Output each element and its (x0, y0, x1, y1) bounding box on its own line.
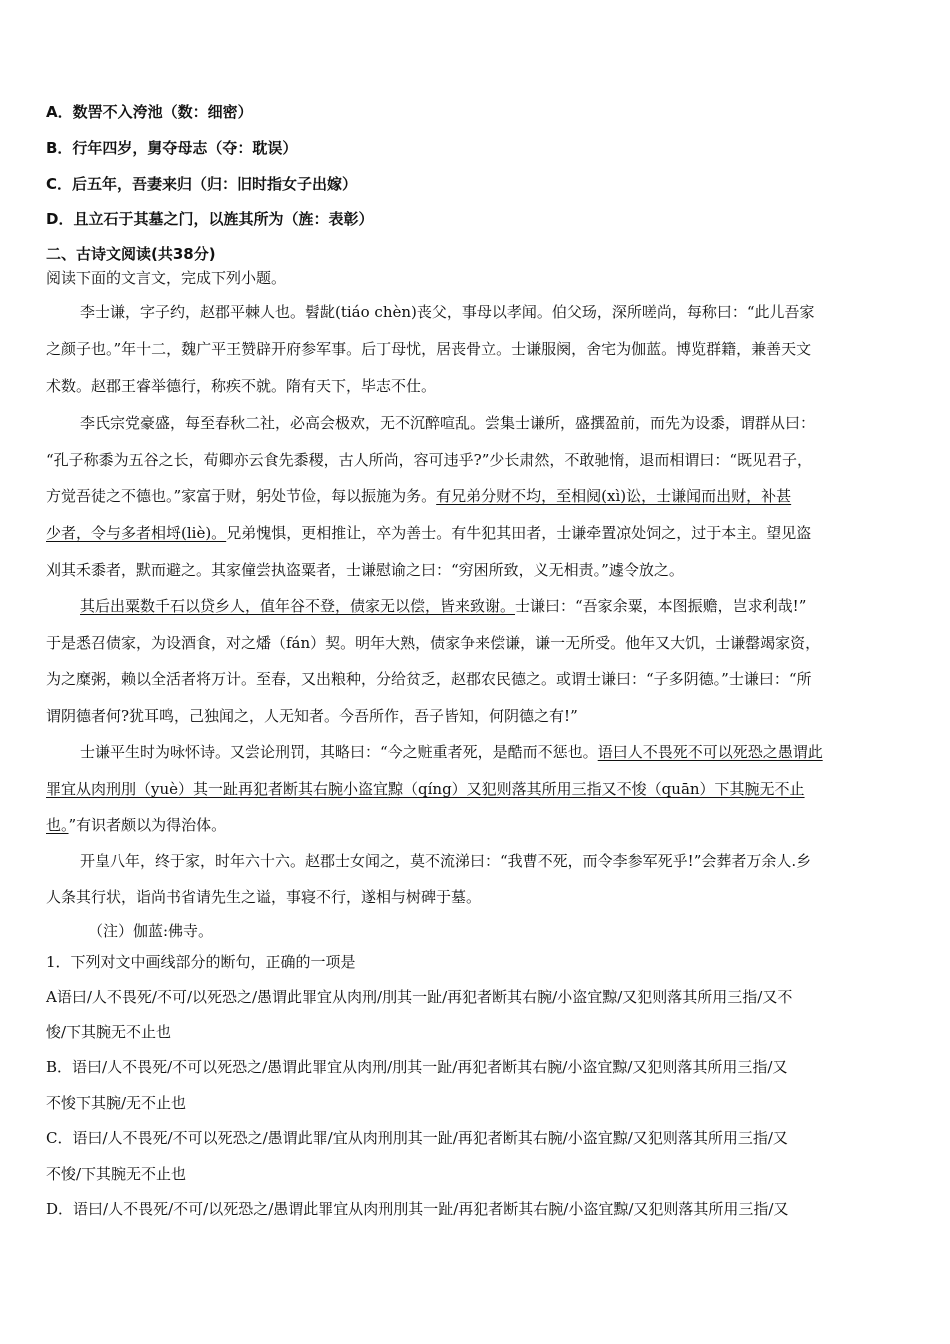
underlined-sentence-3-cont: 罪宜从肉刑刖（yuè）其一趾再犯者断其右腕小盗宜黥（qíng）又犯则落其所用三指又不悛（quān）下其腕无不止 (46, 780, 805, 798)
passage-line: 术数。赵郡王睿举德行，称疾不就。隋有天下，毕志不仕。 (46, 377, 437, 395)
underlined-sentence-1-cont: 少者，令与多者相埒(liè)。 (46, 524, 227, 542)
passage-line: 于是悉召债家，为设酒食，对之燔（fán）契。明年大熟，债家争来偿谦，谦一无所受。他年又大饥，士谦罄竭家资， (46, 634, 821, 652)
section-title: 二、古诗文阅读(共38分) (46, 245, 216, 263)
instruction: 阅读下面的文言文，完成下列小题。 (46, 269, 287, 287)
passage-line: 为之糜粥，赖以全活者将万计。至春，又出粮种，分给贫乏，赵郡农民德之。或谓士谦曰：“子多阴德。”士谦曰：“所 (46, 670, 812, 688)
passage-line (80, 742, 823, 762)
passage-line: 开皇八年，终于家，时年六十六。赵郡士女闻之，莫不流涕曰：“我曹不死，而令李参军死乎!”会葬者万余人.乡 (80, 852, 812, 870)
choice-d-line1: D．语曰/人不畏死/不可/以死恐之/愚谓此罪宜从肉刑刖其一趾/再犯者断其右腕/小盗宜黥/又犯则落其所用三指/又 (46, 1200, 789, 1218)
choice-c-line2: 不悛/下其腕无不止也 (46, 1165, 187, 1183)
choice-a-line1: A语曰/人不畏死/不可/以死恐之/愚谓此罪宜从肉刑/刖其一趾/再犯者断其右腕/小盗宜黥/又犯则落其所用三指/又不 (46, 988, 793, 1006)
passage-line: 谓阴德者何?犹耳鸣，己独闻之，人无知者。今吾所作，吾子皆知，何阴德之有!” (46, 707, 578, 725)
passage-line: 刈其禾黍者，默而避之。其家僮尝执盗粟者，士谦慰谕之曰：“穷困所致，义无相责。”遽令放之。 (46, 561, 684, 579)
underlined-sentence-3-end: 也。 (46, 816, 69, 834)
choice-b-line2: 不悛下其腕/无不止也 (46, 1094, 187, 1112)
question-stem: 1．下列对文中画线部分的断句，正确的一项是 (46, 953, 356, 971)
passage-line (46, 815, 226, 835)
passage-text: 兄弟愧惧，更相推让，卒为善士。有牛犯其田者，士谦牵置凉处饲之，过于本主。望见盗 (226, 524, 812, 542)
choice-c-line1: C．语曰/人不畏死/不可以死恐之/愚谓此罪/宜从肉刑刖其一趾/再犯者断其右腕/小盗宜黥/又犯则落其所用三指/又 (46, 1129, 788, 1147)
passage-text: 士谦平生时为咏怀诗。又尝论刑罚，其略曰：“今之赃重者死，是酷而不惩也。 (80, 743, 598, 761)
underlined-sentence-2: 其后出粟数千石以贷乡人，值年谷不登，债家无以偿，皆来致谢。 (80, 597, 516, 615)
passage-line: 之颜子也。”年十二，魏广平王赞辟开府参军事。后丁母忧，居丧骨立。士谦服阕，舍宅为伽蓝。博览群籍，兼善天文 (46, 340, 812, 358)
option-d-prev: D．且立石于其墓之门，以旌其所为（旌：表彰） (46, 210, 374, 228)
passage-text: ”有识者颇以为得治体。 (68, 816, 227, 834)
choice-b-line1: B．语曰/人不畏死/不可以死恐之/愚谓此罪宜从肉刑/刖其一趾/再犯者断其右腕/小盗宜黥/又犯则落其所用三指/又 (46, 1058, 788, 1076)
footnote: （注）伽蓝:佛寺。 (88, 922, 214, 940)
passage-text: 士谦曰：“吾家余粟，本图振赡，岂求利哉!” (515, 597, 807, 615)
passage-line: 李士谦，字子约，赵郡平棘人也。髫龀(tiáo chèn)丧父，事母以孝闻。伯父玚，深所嗟尚，每称曰：“此儿吾家 (80, 303, 815, 321)
underlined-sentence-3: 语曰人不畏死不可以死恐之愚谓此 (597, 743, 823, 761)
underlined-sentence-1: 有兄弟分财不均，至相阋(xì)讼，士谦闻而出财，补甚 (436, 487, 792, 505)
passage-line: “孔子称黍为五谷之长，荀卿亦云食先黍稷，古人所尚，容可违乎?”少长肃然，不敢驰惰，退而相谓曰：“既见君子， (46, 451, 813, 469)
passage-line (46, 486, 791, 506)
option-c-prev: C．后五年，吾妻来归（归：旧时指女子出嫁） (46, 175, 358, 193)
passage-line (80, 596, 806, 616)
passage-line: 人条其行状，诣尚书省请先生之谥，事寝不行，遂相与树碑于墓。 (46, 888, 482, 906)
option-b-prev: B．行年四岁，舅夺母志（夺：耽误） (46, 139, 298, 157)
choice-a-line2: 悛/下其腕无不止也 (46, 1023, 172, 1041)
passage-line (46, 779, 805, 799)
passage-line (46, 523, 811, 543)
passage-text: 方觉吾徒之不德也。”家富于财，躬处节俭，每以振施为务。 (46, 487, 437, 505)
option-a-prev: A．数罟不入洿池（数：细密） (46, 103, 253, 121)
passage-line: 李氏宗党豪盛，每至春秋二社，必高会极欢，无不沉醉喧乱。尝集士谦所，盛撰盈前，而先为设黍，谓群从曰： (80, 414, 816, 432)
